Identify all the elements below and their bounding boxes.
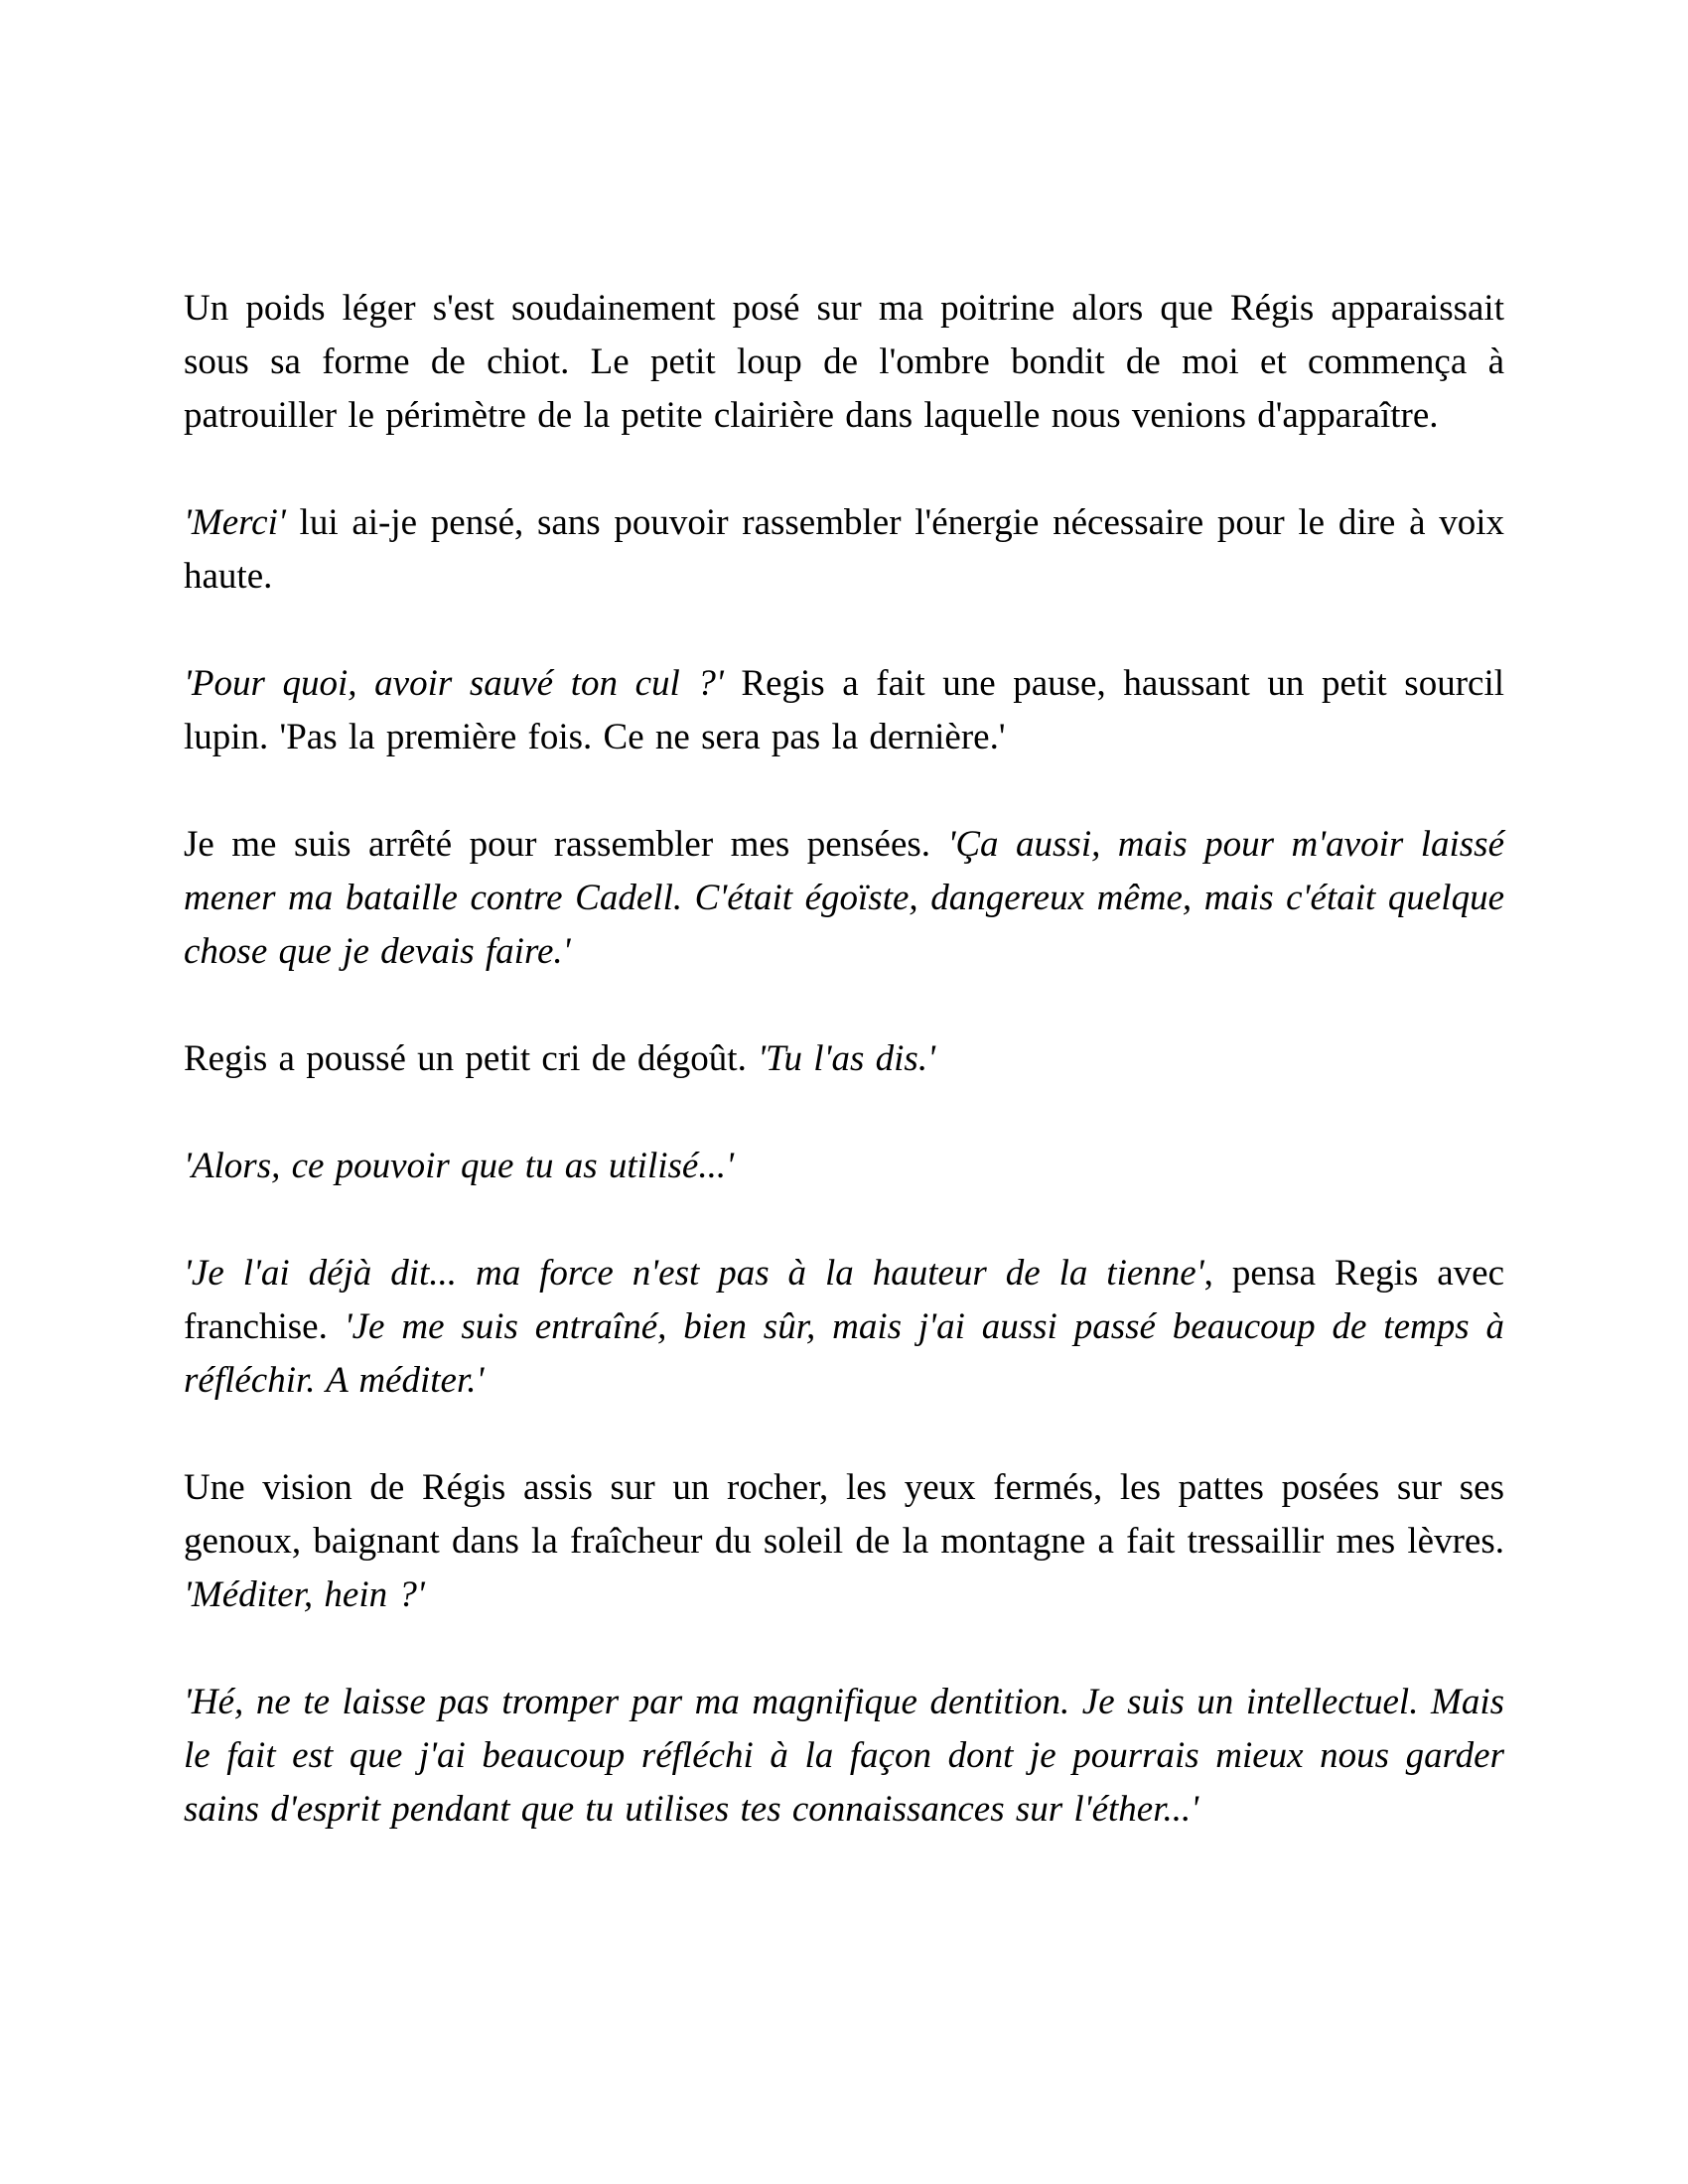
italic-text-run: 'Alors, ce pouvoir que tu as utilisé...' (184, 1146, 734, 1186)
paragraph-7 (184, 1247, 1504, 1408)
italic-text-run: 'Je l'ai déjà dit... ma force n'est pas à la hauteur de la tienne' (184, 1253, 1204, 1294)
italic-text-run: 'Ça aussi, mais pour m'avoir laissé mener ma bataille contre Cadell. C'était égoïste, dangereux même, mais c'était quelque chose que je devais faire.' (184, 824, 1504, 972)
italic-text-run: 'Tu l'as dis.' (758, 1038, 935, 1079)
paragraph-4 (184, 818, 1504, 979)
text-run: Un poids léger s'est soudainement posé sur ma poitrine alors que Régis apparaissait sous sa forme de chiot. Le petit loup de l'ombre bondit de moi et commença à patrouiller le périmètre de la petite clairière dans laquelle nous venions d'apparaître. (184, 288, 1504, 436)
paragraph-3 (184, 657, 1504, 764)
text-run: Regis a fait une pause, haussant un petit sourcil lupin. 'Pas la première fois. Ce ne sera pas la dernière.' (184, 663, 1505, 757)
paragraph-8 (184, 1461, 1504, 1622)
text-run: Je me suis arrêté pour rassembler mes pensées. (184, 824, 948, 865)
paragraph-9 (184, 1676, 1504, 1837)
italic-text-run: 'Merci' (184, 502, 286, 543)
text-run: , pensa Regis avec franchise. (184, 1253, 1504, 1347)
italic-text-run: 'Pour quoi, avoir sauvé ton cul ?' (184, 663, 724, 704)
italic-text-run: 'Je me suis entraîné, bien sûr, mais j'ai aussi passé beaucoup de temps à réfléchir. A méditer.' (184, 1306, 1504, 1401)
paragraph-6 (184, 1140, 1504, 1193)
paragraph-2 (184, 496, 1504, 604)
italic-text-run: 'Méditer, hein ?' (184, 1574, 425, 1615)
text-run: Une vision de Régis assis sur un rocher, les yeux fermés, les pattes posées sur ses genoux, baignant dans la fraîcheur du soleil de la montagne a fait tressaillir mes lèvres. (184, 1467, 1504, 1562)
paragraph-5 (184, 1032, 1504, 1086)
document-body (184, 282, 1504, 1837)
paragraph-1 (184, 282, 1504, 443)
text-run: Regis a poussé un petit cri de dégoût. (184, 1038, 759, 1079)
italic-text-run: 'Hé, ne te laisse pas tromper par ma magnifique dentition. Je suis un intellectuel. Mais le fait est que j'ai beaucoup réfléchi à la façon dont je pourrais mieux nous garder sains d'esprit pendant que tu utilises tes connaissances sur l'éther...' (184, 1682, 1504, 1830)
text-run: lui ai-je pensé, sans pouvoir rassembler l'énergie nécessaire pour le dire à voix haute. (184, 502, 1504, 597)
